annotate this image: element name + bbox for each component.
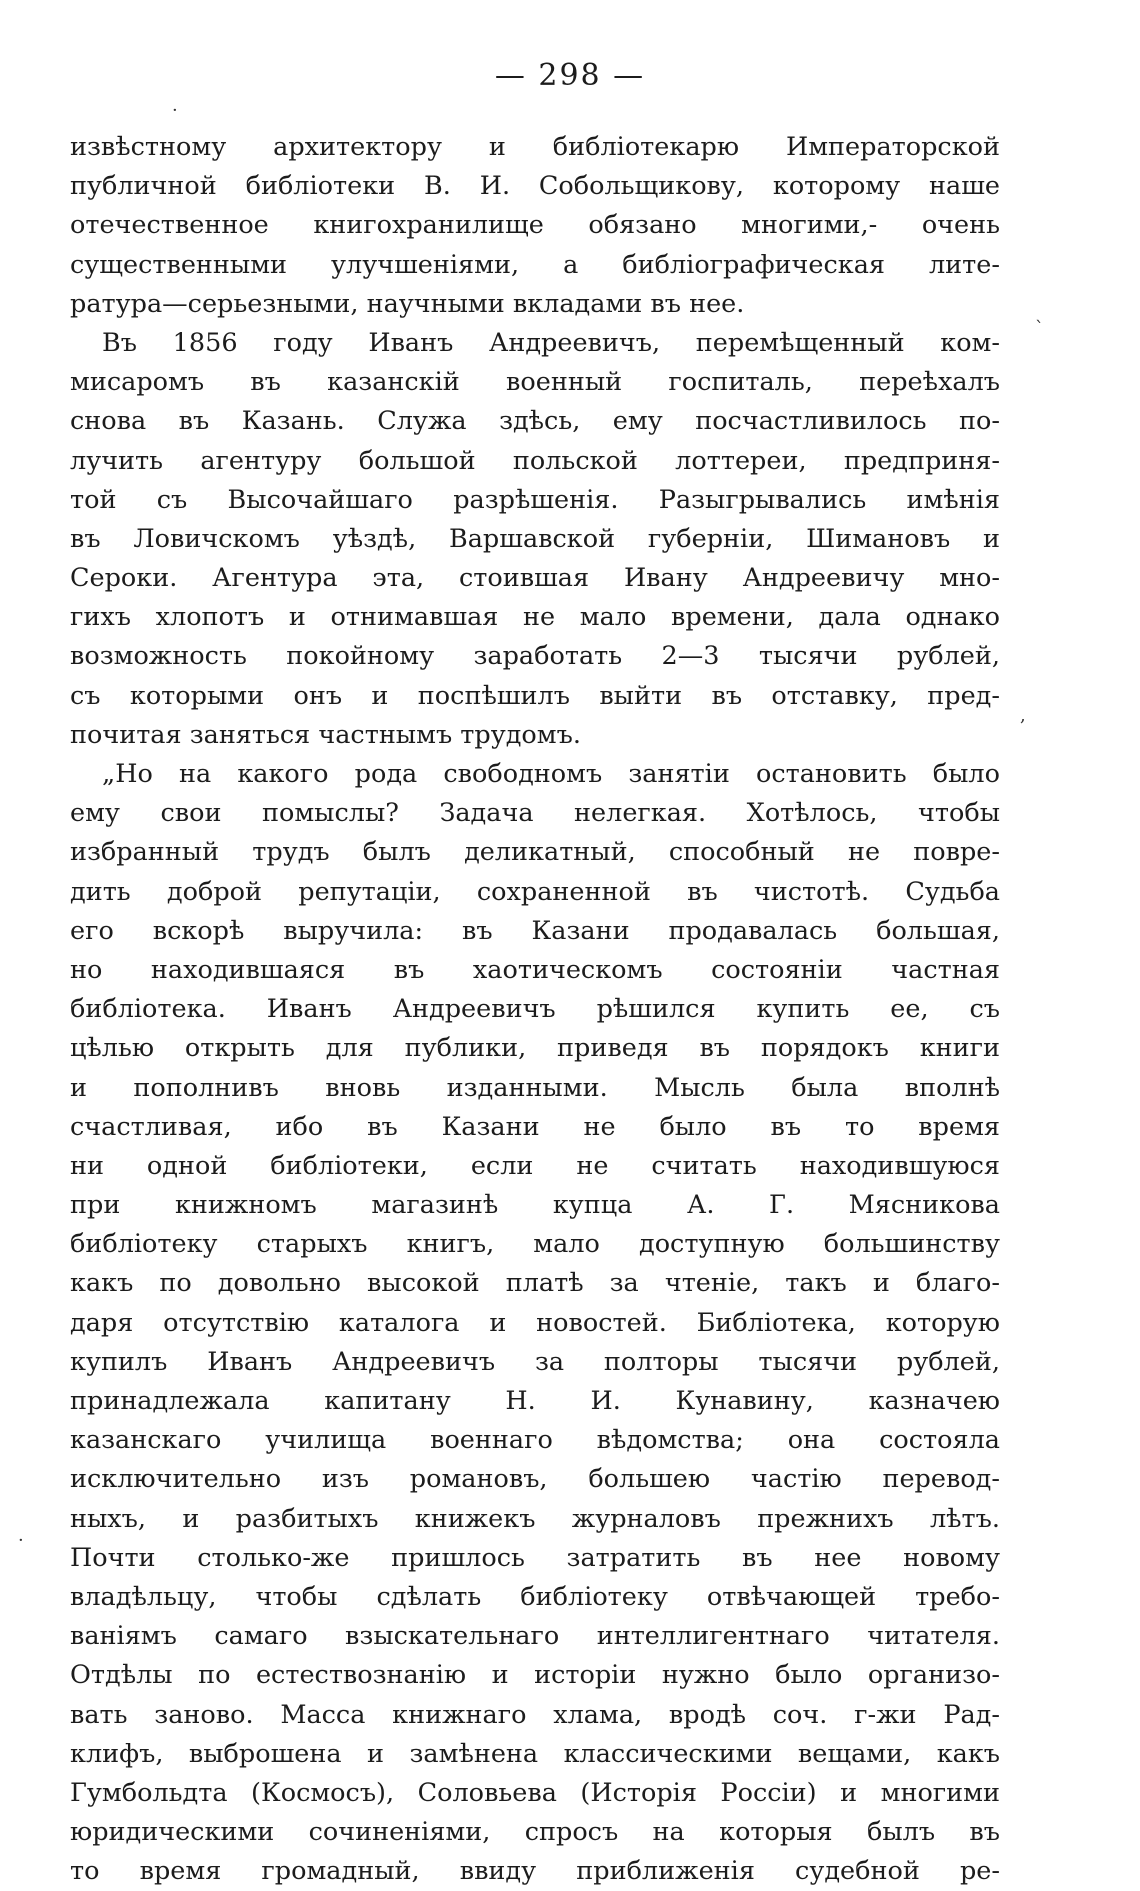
text-line: вать заново. Масса книжнаго хлама, вродѣ соч. г-жи Рад- [70,1699,1000,1730]
text-line: ныхъ, и разбитыхъ книжекъ журналовъ прежнихъ лѣтъ. [70,1503,1000,1534]
text-line: ни одной библіотеки, если не считать находившуюся [70,1150,1000,1181]
scan-speck: · [18,1530,24,1551]
text-line: извѣстному архитектору и библіотекарю Императорской [70,132,1000,162]
text-line: владѣльцу, чтобы сдѣлать библіотеку отвѣчающей требо- [70,1581,1000,1612]
page-number: — 298 — [494,58,646,93]
paragraph-start-line: Въ 1856 году Иванъ Андреевичъ, перемѣщенный ком- [102,327,1000,358]
text-line: исключительно изъ романовъ, большею частію перевод- [70,1464,1000,1495]
text-line: какъ по довольно высокой платѣ за чтеніе, такъ и благо- [70,1268,1000,1299]
text-line: той съ Высочайшаго разрѣшенія. Разыгрывались имѣнія [70,484,1000,515]
text-line: ратура—серьезными, научными вкладами въ нее. [70,288,745,319]
text-line: публичной библіотеки В. И. Собольщикову, которому наше [70,171,1000,202]
scan-speck: , [1020,705,1026,726]
text-line: и пополнивъ вновь изданными. Мысль была вполнѣ [70,1072,1000,1103]
text-line: ему свои помыслы? Задача нелегкая. Хотѣлось, чтобы [70,798,1000,829]
scan-speck: ` [1035,318,1044,339]
text-line: мисаромъ въ казанскій военный госпиталь, переѣхалъ [70,367,1000,398]
text-line: дить доброй репутаціи, сохраненной въ чистотѣ. Судьба [70,876,1000,907]
scan-speck: · [172,100,178,121]
text-line: ваніямъ самаго взыскательнаго интеллигентнаго читателя. [70,1621,1000,1652]
text-line: при книжномъ магазинѣ купца А. Г. Мясникова [70,1190,1000,1221]
text-line: съ которыми онъ и поспѣшилъ выйти въ отставку, пред- [70,680,1000,711]
text-line: счастливая, ибо въ Казани не было въ то время [70,1111,1000,1142]
text-line: отечественное книгохранилище обязано многими,- очень [70,210,1000,241]
text-line: Отдѣлы по естествознанію и исторіи нужно было организо- [70,1660,1000,1691]
text-line: гихъ хлопотъ и отнимавшая не мало времени, дала однако [70,602,1000,633]
text-line: клифъ, выброшена и замѣнена классическими вещами, какъ [70,1738,1000,1769]
text-line: юридическими сочиненіями, спросъ на которыя былъ въ [70,1817,1000,1848]
text-line: казанскаго училища военнаго вѣдомства; она состояла [70,1425,1000,1456]
text-line: но находившаяся въ хаотическомъ состояніи частная [70,954,1000,985]
text-line: библіотеку старыхъ книгъ, мало доступную большинству [70,1229,1000,1260]
paragraph-start-line: „Но на какого рода свободномъ занятіи остановить было [102,759,1000,789]
text-line: купилъ Иванъ Андреевичъ за полторы тысячи рублей, [70,1346,1000,1377]
text-line: то время громадный, ввиду приближенія судебной ре- [70,1856,1000,1887]
text-line: его вскорѣ выручила: въ Казани продавалась большая, [70,915,1000,946]
text-line: существенными улучшеніями, а библіографическая лите- [70,249,1000,280]
text-line: библіотека. Иванъ Андреевичъ рѣшился купить ее, съ [70,994,1000,1025]
text-line: почитая заняться частнымъ трудомъ. [70,719,581,750]
text-line: въ Ловичскомъ уѣздѣ, Варшавской губерніи, Шимановъ и [70,523,1000,554]
text-line: принадлежала капитану Н. И. Кунавину, казначею [70,1386,1000,1416]
text-line: Гумбольдта (Космосъ), Соловьева (Исторія Россіи) и многими [70,1777,1000,1808]
text-line: избранный трудъ былъ деликатный, способный не повре- [70,837,1000,868]
text-line: снова въ Казань. Служа здѣсь, ему посчастливилось по- [70,406,1000,437]
body-text [70,128,1000,1891]
text-line: возможность покойному заработать 2—3 тысячи рублей, [70,641,1000,672]
text-line: Почти столько-же пришлось затратить въ нее новому [70,1542,1000,1573]
text-line: даря отсутствію каталога и новостей. Библіотека, которую [70,1307,1000,1338]
text-line: цѣлью открыть для публики, приведя въ порядокъ книги [70,1033,1000,1064]
text-line: лучить агентуру большой польской лоттереи, предприня- [70,445,1000,476]
text-line: Сероки. Агентура эта, стоившая Ивану Андреевичу мно- [70,563,1000,594]
